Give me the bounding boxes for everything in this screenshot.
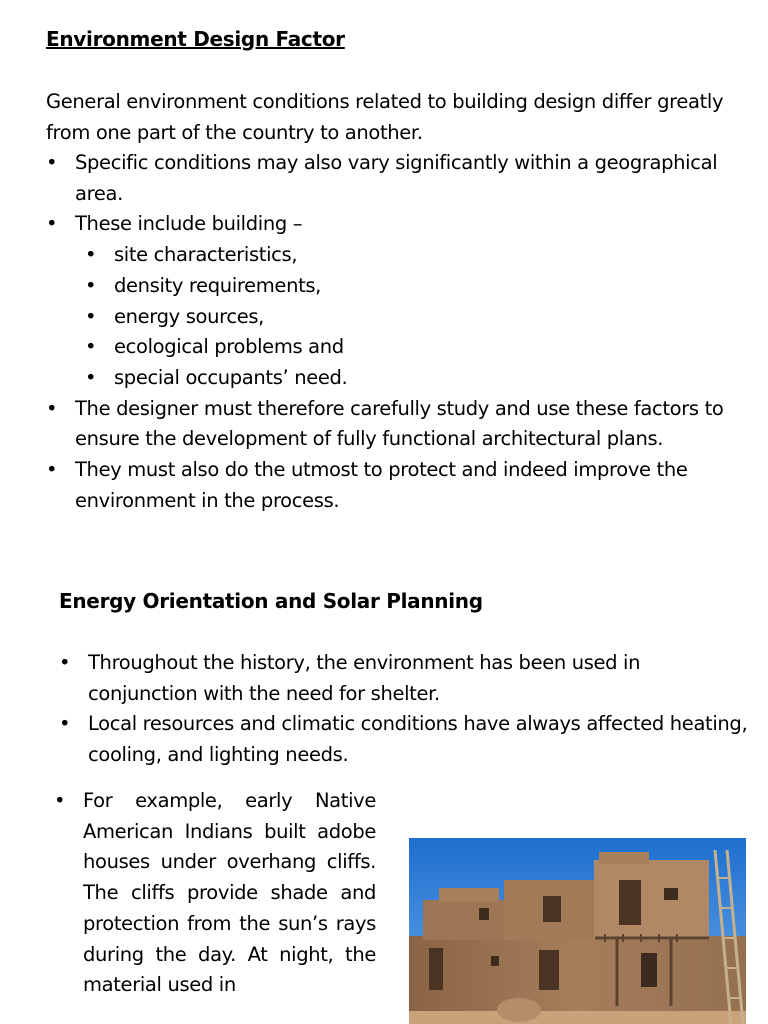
sub-list-item: • ecological problems and (75, 332, 746, 363)
example-paragraph: • For example, early Native American Indians built adobe houses under overhang cliffs. The cliffs provide shade and protection from the sun’s rays during the day. At night, the material used in (54, 786, 376, 1001)
list-item: • They must also do the utmost to protect and indeed improve the environment in the process. (46, 455, 746, 516)
sub-list-item: • energy sources, (75, 302, 746, 333)
list-item: • Specific conditions may also vary significantly within a geographical area. (46, 148, 746, 209)
section-title-energy-orientation: Energy Orientation and Solar Planning (59, 589, 483, 613)
list-item: • Throughout the history, the environment has been used in conjunction with the need for shelter. (59, 648, 749, 709)
sub-list-item: • site characteristics, (75, 240, 746, 271)
building-factors-sublist (75, 240, 746, 394)
example-bullet-list (54, 786, 376, 1001)
list-item: • Local resources and climatic conditions have always affected heating, cooling, and lighting needs. (59, 709, 749, 770)
environment-bullet-list (46, 148, 746, 516)
adobe-pueblo-photo (409, 838, 746, 1024)
list-item: • The designer must therefore carefully study and use these factors to ensure the development of fully functional architectural plans. (46, 394, 746, 455)
energy-bullet-list (59, 648, 749, 771)
sub-list-item: • special occupants’ need. (75, 363, 746, 394)
sub-list-item: • density requirements, (75, 271, 746, 302)
list-item (46, 209, 746, 393)
list-item-text: These include building – (75, 212, 303, 236)
intro-paragraph: General environment conditions related to building design differ greatly from one part of the country to another. (46, 90, 724, 144)
section-title-environment-design-factor: Environment Design Factor (46, 27, 345, 51)
